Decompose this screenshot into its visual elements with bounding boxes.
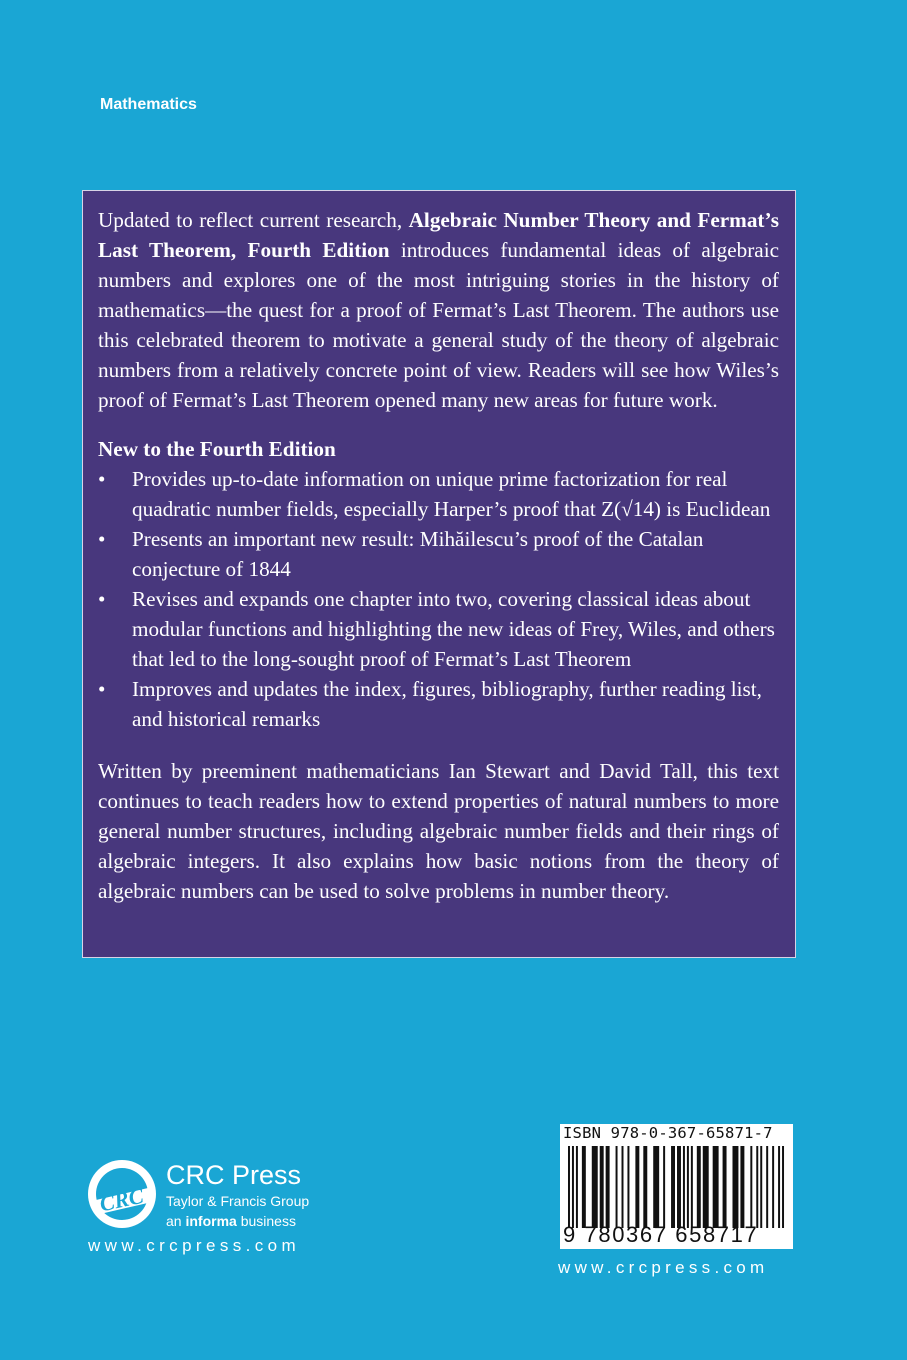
publisher-url: www.crcpress.com [88, 1236, 301, 1255]
barcode-bar [671, 1146, 675, 1228]
publisher-name: CRC Press [166, 1160, 302, 1190]
closing-paragraph: Written by preeminent mathematicians Ian Stewart and David Tall, this text continues to teach readers how to extend properties of natural numbers to more general number structures, including algebraic number fields and their rings of algebraic integers. It also explains how basic notions from the theory of algebraic numbers can be used to solve problems in number theory. [98, 759, 779, 903]
description-panel [82, 190, 796, 958]
barcode-bar [683, 1146, 685, 1228]
barcode-bar [606, 1146, 610, 1228]
features-list [98, 464, 779, 734]
features-heading: New to the Fourth Edition [98, 437, 336, 461]
barcode-bar [576, 1146, 578, 1228]
isbn-label: ISBN 978-0-367-65871-7 [563, 1124, 773, 1142]
feature-item [98, 584, 779, 674]
publisher-business [166, 1213, 296, 1229]
bullet-icon: • [98, 677, 106, 701]
barcode-bar [627, 1146, 629, 1228]
barcode-bar [582, 1146, 586, 1228]
barcode-bar [643, 1146, 647, 1228]
feature-text: Improves and updates the index, figures, bibliography, further reading list, and historical remarks [132, 677, 762, 731]
barcode-bar [687, 1146, 689, 1228]
bullet-icon: • [98, 467, 106, 491]
feature-text: Presents an important new result: Mihăilescu’s proof of the Catalan conjecture of 1844 [132, 527, 704, 581]
barcode-bar [713, 1146, 719, 1228]
barcode-bar [600, 1146, 604, 1228]
business-brand: informa [185, 1213, 237, 1229]
barcode-bar [572, 1146, 574, 1228]
barcode-bar [750, 1146, 752, 1228]
barcode-bar [756, 1146, 758, 1228]
business-suffix: business [236, 1213, 296, 1229]
barcode-bar [622, 1146, 624, 1228]
barcode-bar [772, 1146, 774, 1228]
barcode-digits: 9 780367 658717 [563, 1222, 759, 1247]
feature-text: Revises and expands one chapter into two, covering classical ideas about modular functions and highlighting the new ideas of Frey, Wiles, and others that led to the long-sought proof of Fermat’s Last Theorem [132, 587, 775, 671]
barcode-bar [723, 1146, 727, 1228]
crc-logo-icon [86, 1158, 158, 1230]
intro-paragraph [98, 205, 779, 415]
feature-item [98, 464, 779, 524]
isbn-barcode [560, 1124, 793, 1249]
publisher-group: Taylor & Francis Group [166, 1193, 310, 1209]
feature-text: Provides up-to-date information on unique prime factorization for real quadratic number fields, especially Harper’s proof that Z(√14) is Euclidean [132, 467, 771, 521]
book-title: Algebraic Number Theory and Fermat’s Last Theorem, Fourth Edition [98, 208, 779, 262]
publisher-block [86, 1158, 326, 1258]
business-prefix: an [166, 1213, 186, 1229]
bullet-icon: • [98, 527, 106, 551]
barcode-bar [778, 1146, 780, 1228]
barcode-bar [703, 1146, 709, 1228]
barcode-bar [697, 1146, 701, 1228]
barcode-bar [592, 1146, 598, 1228]
barcode-bar [663, 1146, 665, 1228]
barcode-bar [691, 1146, 693, 1228]
intro-text-end: introduces fundamental ideas of algebraic numbers and explores one of the most intriguing stories in the history of mathematics—the quest for a proof of Fermat’s Last Theorem. The authors use this celebrated theorem to motivate a general study of the theory of algebraic numbers from a relatively concrete point of view. Readers will see how Wiles’s proof of Fermat’s Last Theorem opened many new areas for future work. [98, 238, 779, 412]
category-label: Mathematics [100, 96, 197, 113]
feature-item [98, 524, 779, 584]
back-cover-url: www.crcpress.com [558, 1258, 769, 1277]
bullet-icon: • [98, 587, 106, 611]
barcode-bar [677, 1146, 681, 1228]
barcode-bar [782, 1146, 784, 1228]
intro-text-start: Updated to reflect current research, [98, 208, 409, 232]
feature-item [98, 674, 779, 734]
barcode-bar [653, 1146, 659, 1228]
barcode-bar [568, 1146, 570, 1228]
barcode-bar [740, 1146, 744, 1228]
barcode-bar [766, 1146, 768, 1228]
barcode-bar [616, 1146, 618, 1228]
barcode-bars [568, 1146, 786, 1228]
barcode-bar [760, 1146, 762, 1228]
barcode-bar [635, 1146, 639, 1228]
barcode-bar [732, 1146, 738, 1228]
crc-logo-text: CRC [97, 1182, 146, 1217]
